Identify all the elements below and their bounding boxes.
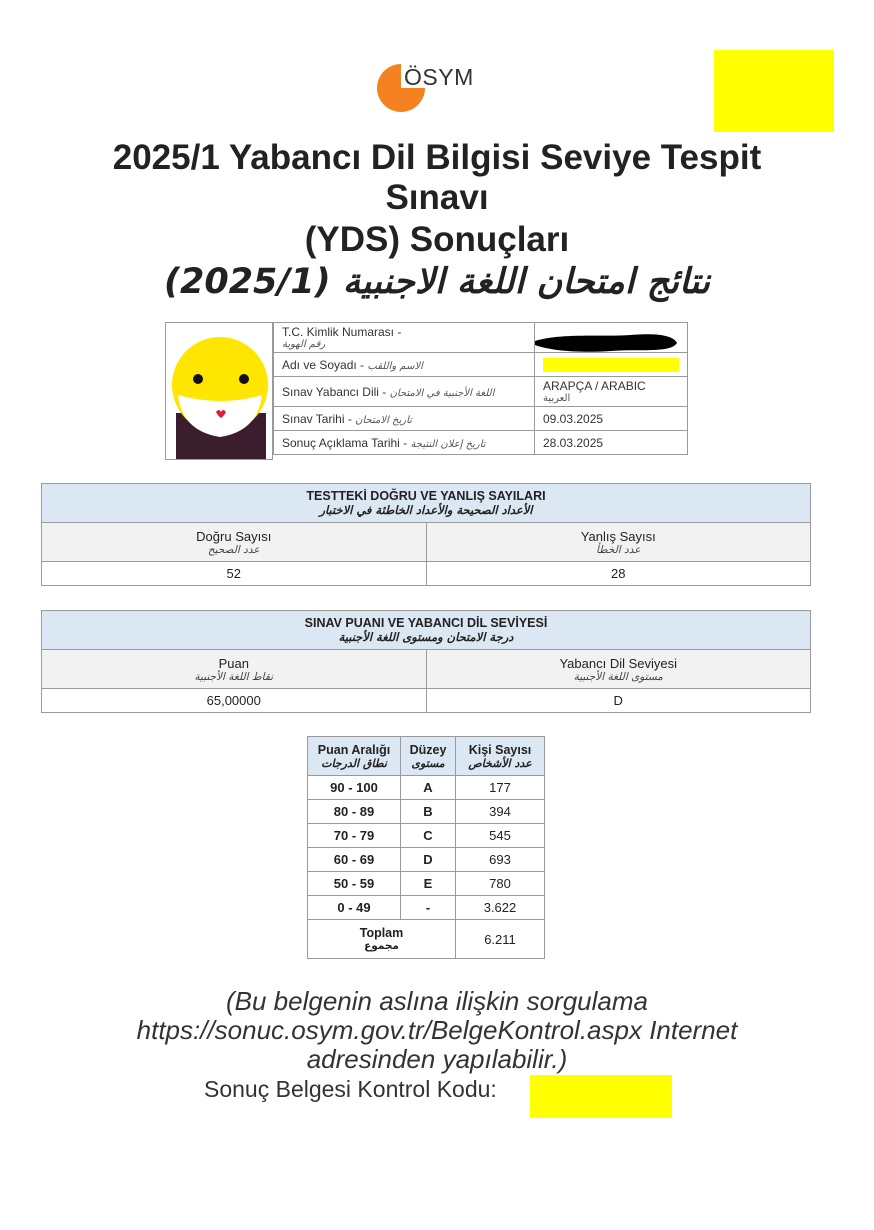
correct-label: Doğru Sayısı bbox=[196, 528, 272, 544]
result-date-label-ar: تاريخ إعلان النتيجة bbox=[410, 438, 486, 450]
dist-count: 780 bbox=[456, 872, 545, 896]
dist-header-level-ar: مستوى bbox=[411, 756, 445, 770]
dist-level: C bbox=[401, 824, 456, 848]
score-label-ar: نقاط اللغة الأجنبية bbox=[194, 670, 274, 683]
score-title: SINAV PUANI VE YABANCI DİL SEVİYESİ bbox=[304, 616, 548, 630]
result-date-label: Sonuç Açıklama Tarihi - bbox=[282, 435, 408, 450]
smiley-sticker-icon bbox=[166, 323, 273, 460]
page-title-line1: 2025/1 Yabancı Dil Bilgisi Seviye Tespit bbox=[112, 138, 762, 177]
name-label: Adı ve Soyadı - bbox=[282, 357, 365, 372]
exam-date-label: Sınav Tarihi - bbox=[282, 411, 352, 426]
language-label-ar: اللغة الأجنبية في الامتحان bbox=[389, 387, 495, 399]
redaction-barcode bbox=[714, 50, 834, 132]
dist-count: 394 bbox=[456, 800, 545, 824]
dist-level: B bbox=[401, 800, 456, 824]
table-row bbox=[308, 824, 545, 848]
candidate-photo bbox=[165, 322, 273, 460]
level-value: D bbox=[426, 689, 811, 713]
exam-date-value: 09.03.2025 bbox=[535, 407, 688, 431]
score-value: 65,00000 bbox=[42, 689, 427, 713]
language-label: Sınav Yabancı Dili - bbox=[282, 384, 387, 399]
dist-range: 0 - 49 bbox=[308, 896, 401, 920]
correct-label-ar: عدد الصحيح bbox=[207, 543, 260, 556]
counts-title: TESTTEKİ DOĞRU VE YANLIŞ SAYILARI bbox=[306, 489, 546, 503]
footer-line3: adresinden yapılabilir.) bbox=[306, 1044, 568, 1074]
dist-header-range-ar: نطاق الدرجات bbox=[321, 756, 387, 770]
table-row bbox=[308, 800, 545, 824]
language-value-ar: العربية bbox=[543, 393, 571, 404]
page-title-arabic: نتائج امتحان اللغة الاجنبية (2025/1) bbox=[164, 262, 710, 302]
redaction-scribble bbox=[531, 327, 681, 357]
footer-line1: (Bu belgenin aslına ilişkin sorgulama bbox=[225, 986, 648, 1016]
row-exam-date bbox=[274, 407, 688, 431]
dist-header-count-ar: عدد الأشخاص bbox=[468, 756, 532, 770]
score-label: Puan bbox=[218, 655, 249, 671]
dist-range: 90 - 100 bbox=[308, 776, 401, 800]
dist-range: 80 - 89 bbox=[308, 800, 401, 824]
row-result-date bbox=[274, 431, 688, 455]
logo-text: ÖSYM bbox=[404, 64, 474, 90]
redaction-control-code bbox=[530, 1075, 672, 1118]
dist-count: 3.622 bbox=[456, 896, 545, 920]
row-language bbox=[274, 377, 688, 407]
dist-header-count: Kişi Sayısı bbox=[468, 742, 532, 757]
wrong-label-ar: عدد الخطأ bbox=[596, 543, 641, 556]
dist-range: 50 - 59 bbox=[308, 872, 401, 896]
exam-date-label-ar: تاريخ الامتحان bbox=[355, 414, 412, 426]
total-value: 6.211 bbox=[456, 920, 545, 959]
row-tc-kimlik bbox=[274, 323, 688, 353]
tc-label: T.C. Kimlik Numarası - bbox=[282, 325, 402, 339]
level-label: Yabancı Dil Seviyesi bbox=[559, 655, 678, 671]
dist-range: 70 - 79 bbox=[308, 824, 401, 848]
control-code-label: Sonuç Belgesi Kontrol Kodu: bbox=[204, 1076, 497, 1102]
table-row bbox=[308, 776, 545, 800]
score-table bbox=[41, 610, 811, 713]
distribution-table bbox=[307, 736, 545, 959]
result-date-value: 28.03.2025 bbox=[535, 431, 688, 455]
table-row bbox=[308, 848, 545, 872]
counts-title-ar: الأعداد الصحيحة والأعداد الخاطئة في الاختبار bbox=[319, 503, 533, 517]
level-label-ar: مستوى اللغة الأجنبية bbox=[573, 670, 663, 683]
redaction-name bbox=[543, 358, 679, 372]
dist-level: A bbox=[401, 776, 456, 800]
page-title-line2: Sınavı bbox=[385, 178, 489, 217]
dist-level: E bbox=[401, 872, 456, 896]
page-title-line3: (YDS) Sonuçları bbox=[304, 220, 570, 259]
correct-value: 52 bbox=[42, 562, 427, 586]
candidate-info-table bbox=[273, 322, 688, 455]
total-label-ar: مجموع bbox=[364, 940, 399, 952]
name-label-ar: الاسم واللقب bbox=[367, 360, 423, 372]
wrong-value: 28 bbox=[426, 562, 811, 586]
total-row bbox=[308, 920, 545, 959]
tc-label-ar: رقم الهوية bbox=[282, 339, 326, 350]
counts-table bbox=[41, 483, 811, 586]
dist-count: 545 bbox=[456, 824, 545, 848]
footer-link-line[interactable]: https://sonuc.osym.gov.tr/BelgeKontrol.aspx Internet bbox=[136, 1015, 738, 1045]
dist-range: 60 - 69 bbox=[308, 848, 401, 872]
dist-count: 177 bbox=[456, 776, 545, 800]
dist-level: D bbox=[401, 848, 456, 872]
table-row bbox=[308, 896, 545, 920]
total-label: Toplam bbox=[359, 926, 404, 940]
wrong-label: Yanlış Sayısı bbox=[580, 528, 656, 544]
dist-level: - bbox=[401, 896, 456, 920]
table-row bbox=[308, 872, 545, 896]
dist-header-range: Puan Aralığı bbox=[317, 742, 391, 757]
score-title-ar: درجة الامتحان ومستوى اللغة الأجنبية bbox=[338, 630, 514, 644]
language-value: ARAPÇA / ARABIC bbox=[543, 379, 646, 393]
dist-count: 693 bbox=[456, 848, 545, 872]
dist-header-level: Düzey bbox=[409, 742, 447, 757]
